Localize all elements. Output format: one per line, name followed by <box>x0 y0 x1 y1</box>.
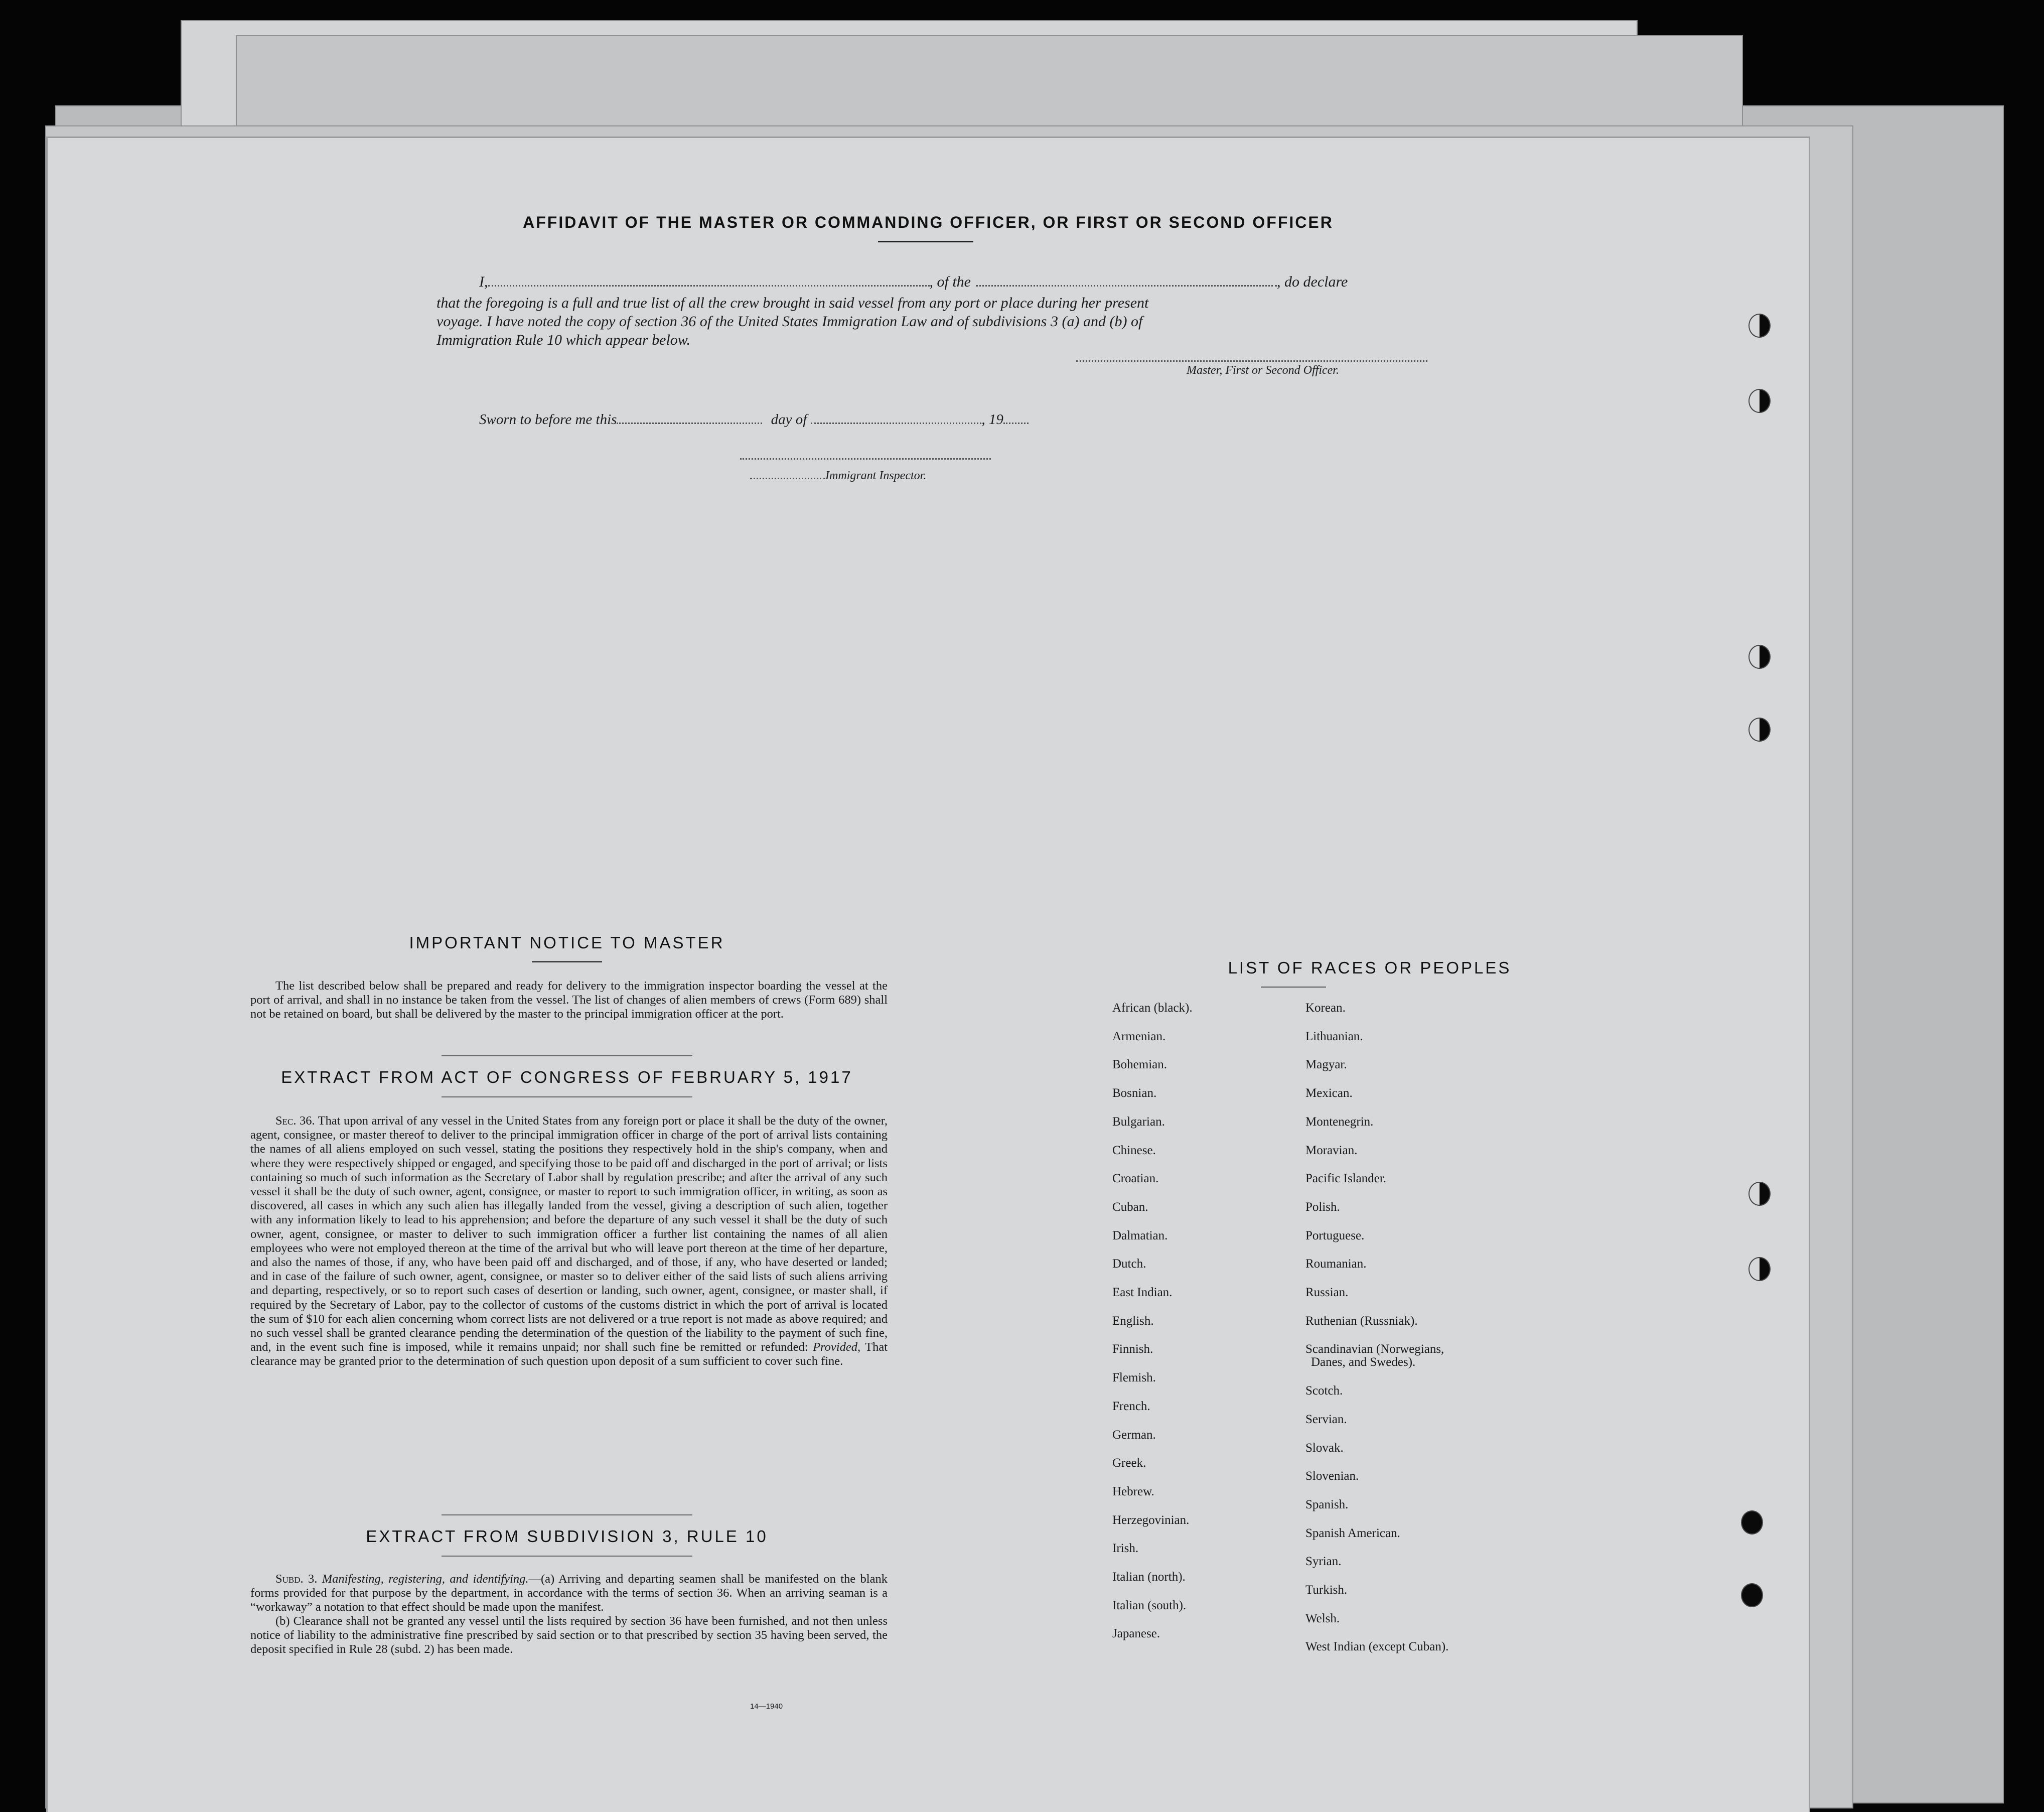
race-right-item: Slovenian. <box>1305 1469 1359 1483</box>
divider <box>442 1055 692 1056</box>
race-right-item: Russian. <box>1305 1286 1349 1299</box>
statement-line-1: that the foregoing is a full and true list of all the crew brought in said vessel from any port or place during her present <box>436 295 1149 311</box>
race-right-item: Lithuanian. <box>1305 1029 1363 1043</box>
race-left-item: Greek. <box>1112 1456 1146 1470</box>
affidavit-declaration-line <box>479 273 1348 291</box>
punch-hole <box>1748 718 1771 742</box>
affidavit-statement <box>436 294 1460 349</box>
affidavit-title: AFFIDAVIT OF THE MASTER OR COMMANDING OFFICER, OR FIRST OR SECOND OFFICER <box>523 213 1334 231</box>
race-right-item: Magyar. <box>1305 1058 1347 1072</box>
race-left-item: Hebrew. <box>1112 1484 1154 1498</box>
sworn-line <box>479 411 1029 428</box>
race-right-item: Mexican. <box>1305 1086 1353 1100</box>
race-right-item: Pacific Islander. <box>1305 1172 1387 1186</box>
race-right-item: Korean. <box>1305 1001 1346 1015</box>
race-right-item: Montenegrin. <box>1305 1114 1374 1129</box>
subd-heading: Manifesting, registering, and identifying. <box>322 1572 529 1586</box>
inspector-line <box>750 469 926 483</box>
rule-para-a <box>250 1572 888 1614</box>
race-right-item: West Indian (except Cuban). <box>1305 1640 1449 1654</box>
race-left-item: English. <box>1112 1314 1154 1328</box>
race-right-item: Spanish. <box>1305 1497 1349 1511</box>
day-blank <box>617 423 762 424</box>
race-left-item: Finnish. <box>1112 1342 1153 1356</box>
race-left-item: Dutch. <box>1112 1257 1146 1271</box>
race-left-item: Italian (north). <box>1112 1570 1186 1584</box>
punch-hole <box>1748 314 1771 338</box>
race-left-item: African (black). <box>1112 1001 1193 1015</box>
races-title: LIST OF RACES OR PEOPLES <box>1228 958 1512 977</box>
race-right-item: Ruthenian (Russniak). <box>1305 1314 1418 1328</box>
race-left-item: French. <box>1112 1399 1150 1413</box>
race-left-item: Herzegovinian. <box>1112 1513 1190 1527</box>
proviso-label: Provided, <box>813 1340 861 1354</box>
month-blank <box>811 423 981 424</box>
race-left-item: Croatian. <box>1112 1172 1159 1186</box>
race-right-item: Danes, and Swedes). <box>1311 1355 1416 1369</box>
race-right-item: Scotch. <box>1305 1384 1343 1398</box>
race-right-item: Roumanian. <box>1305 1257 1367 1271</box>
signature-line <box>1076 360 1427 362</box>
race-left-item: East Indian. <box>1112 1286 1173 1299</box>
race-left-item: Armenian. <box>1112 1029 1166 1043</box>
name-blank <box>488 285 930 287</box>
race-right-item: Slovak. <box>1305 1441 1344 1455</box>
race-left-item: Bohemian. <box>1112 1058 1167 1072</box>
year-label: , 19 <box>981 411 1003 428</box>
race-right-item: Servian. <box>1305 1412 1347 1426</box>
form-number: 14—1940 <box>750 1702 783 1711</box>
race-left-item: Japanese. <box>1112 1627 1160 1641</box>
vessel-blank <box>976 285 1277 287</box>
section-text: That upon arrival of any vessel in the United States from any foreign port or place it shall be the duty of the owner, agent, consignee, or master thereof to deliver to the principal immigration officer in charge of the port of arrival lists containing the names of all aliens employed on such vessel, stating the positions they respectively hold in the ship's company, when and where they were respectively shipped or engaged, and specifying those to be paid off and discharged in the port of arrival; or lists containing so much of such information as the Secretary of Labor shall by regulation prescribe; and after the arrival of any such vessel it shall be the duty of such owner, agent, consignee, or master to report to such immigration officer, in writing, as soon as discovered, all cases in which any such alien has illegally landed from the vessel, giving a description of such alien, together with any information likely to lead to his apprehension; and before the departure of any such vessel it shall be the duty of such owner, agent, consignee, or master to deliver to such immigration officer a further list containing the names of all alien employees who were not employed thereon at the time of the arrival but who will leave port thereon at the time of her departure, and also the names of those, if any, who have been paid off and discharged, and of those, if any, who have deserted or landed; and in case of the failure of such owner, agent, consignee, or master so to deliver either of the said lists of such aliens arriving and departing, respectively, or so to report such cases of desertion or landing, such owner, agent, consignee, or master shall, if required by the Secretary of Labor, pay to the collector of customs of the customs district in which the port of arrival is located the sum of $10 for each alien concerning whom correct lists are not delivered or a true report is not made as above required; and no such vessel shall be granted clearance pending the determination of the question of the liability to the payment of such fine, and, in the event such fine is imposed, while it remains unpaid; nor shall such fine be remitted or refunded: <box>250 1114 888 1354</box>
punch-hole <box>1748 389 1771 413</box>
sworn-label: Sworn to before me this <box>479 411 617 428</box>
punch-hole <box>1741 1510 1763 1535</box>
manifest-page <box>48 138 1809 1812</box>
race-right-item: Polish. <box>1305 1200 1340 1214</box>
act-extract-paragraph <box>250 1114 888 1369</box>
race-right-item: Spanish American. <box>1305 1526 1400 1540</box>
punch-hole <box>1748 1257 1771 1281</box>
title-underline <box>878 241 973 242</box>
race-left-item: Irish. <box>1112 1542 1139 1556</box>
statement-line-3: Immigration Rule 10 which appear below. <box>436 332 691 348</box>
rule-extract-title: EXTRACT FROM SUBDIVISION 3, RULE 10 <box>366 1527 768 1546</box>
race-left-item: Cuban. <box>1112 1200 1148 1214</box>
signature-caption: Master, First or Second Officer. <box>1187 364 1339 377</box>
race-right-item: Scandinavian (Norwegians, <box>1305 1342 1444 1356</box>
para-a-text: —(a) Arriving and departing seamen shall be manifested on the blank forms provided for that purpose by the department, in accordance with the terms of section 36. When an arriving seaman is a “workaway” a notation to that effect should be made upon the manifest. <box>250 1572 888 1614</box>
inspector-line-upper <box>740 458 991 460</box>
race-left-item: Flemish. <box>1112 1371 1156 1385</box>
of-the-label: , of the <box>929 273 971 290</box>
race-right-item: Welsh. <box>1305 1611 1340 1625</box>
act-extract-title: EXTRACT FROM ACT OF CONGRESS OF FEBRUARY 5, 1917 <box>281 1068 853 1086</box>
race-left-item: Bosnian. <box>1112 1086 1157 1100</box>
rule-para-b: (b) Clearance shall not be granted any vessel until the lists required by section 36 have been furnished, and not then unless notice of liability to the administrative fine prescribed by said section or to that prescribed by section 35 having been served, the deposit specified in Rule 28 (subd. 2) has been made. <box>250 1614 888 1656</box>
section-label: Sec. 36. <box>275 1114 315 1128</box>
punch-hole <box>1748 1182 1771 1206</box>
statement-line-2: voyage. I have noted the copy of section 36 of the United States Immigration Law and of subdivisions 3 (a) and (b) of <box>436 313 1143 330</box>
divider <box>442 1096 692 1097</box>
i-label: I, <box>479 273 488 290</box>
race-right-item: Moravian. <box>1305 1143 1358 1157</box>
notice-underline <box>532 961 602 962</box>
punch-hole <box>1741 1583 1763 1607</box>
notice-title: IMPORTANT NOTICE TO MASTER <box>409 933 725 952</box>
inspector-caption: Immigrant Inspector. <box>825 469 927 482</box>
race-left-item: Chinese. <box>1112 1143 1156 1157</box>
subd-label: Subd. 3. <box>275 1572 318 1586</box>
inspector-blank <box>750 478 825 479</box>
races-underline <box>1261 987 1326 988</box>
rule-extract-body <box>250 1572 888 1656</box>
year-blank <box>1003 423 1029 424</box>
divider <box>442 1556 692 1557</box>
punch-hole <box>1748 645 1771 669</box>
race-left-item: German. <box>1112 1428 1156 1442</box>
race-right-item: Syrian. <box>1305 1555 1342 1569</box>
race-left-item: Bulgarian. <box>1112 1114 1165 1129</box>
race-right-item: Turkish. <box>1305 1583 1348 1597</box>
do-declare-label: , do declare <box>1277 273 1348 290</box>
divider <box>442 1514 692 1515</box>
day-of-label: day of <box>771 411 807 428</box>
race-right-item: Portuguese. <box>1305 1228 1365 1242</box>
race-left-item: Italian (south). <box>1112 1598 1187 1612</box>
proviso-text: That clearance may be granted prior to the determination of such question upon deposit of a sum sufficient to cover such fine. <box>250 1340 888 1368</box>
race-left-item: Dalmatian. <box>1112 1228 1168 1242</box>
notice-paragraph: The list described below shall be prepared and ready for delivery to the immigration inspector boarding the vessel at the port of arrival, and shall in no instance be taken from the vessel. The list of changes of alien members of crews (Form 689) shall not be retained on board, but shall be delivered by the master to the principal immigration officer at the port. <box>250 979 888 1021</box>
